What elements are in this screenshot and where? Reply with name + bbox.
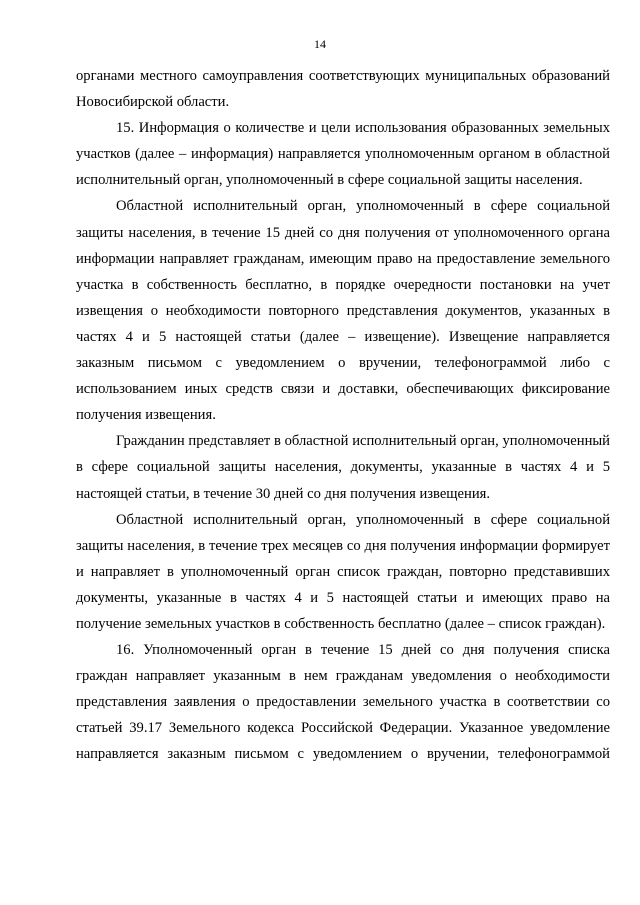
paragraph-citizen-documents: Гражданин представляет в областной исполнительный орган, уполномоченный в сфере социальной защиты населения, документы, указанные в частях 4 и 5 настоящей статьи, в течение 30 дней со дня получения извещения. [76,433,610,502]
document-body [76,63,610,768]
paragraph-continuation: органами местного самоуправления соответствующих муниципальных образований Новосибирской области. [76,68,610,111]
paragraph-item-15: 15. Информация о количестве и цели использования образованных земельных участков (далее – информация) направляется уполномоченным органом в областной исполнительный орган, уполномоченный в сфере социальной защиты населения. [76,120,610,189]
paragraph-citizen-list: Областной исполнительный орган, уполномоченный в сфере социальной защиты населения, в течение трех месяцев со дня получения информации формирует и направляет в уполномоченный орган список граждан, повторно представивших документы, указанные в частях 4 и 5 настоящей статьи и имеющих право на получение земельных участков в собственность бесплатно (далее – список граждан). [76,511,610,632]
page-number: 14 [314,37,326,51]
paragraph-item-16: 16. Уполномоченный орган в течение 15 дней со дня получения списка граждан направляет указанным в нем гражданам уведомления о необходимости представления заявления о предоставлении земельного участка в соответствии со статьей 39.17 Земельного кодекса Российской Федерации. Указанное уведомление направляется заказным письмом с уведомлением о вручении, телефонограммой [76,642,610,763]
paragraph-notice-sending: Областной исполнительный орган, уполномоченный в сфере социальной защиты населения, в течение 15 дней со дня получения от уполномоченного органа информации направляет гражданам, имеющим право на предоставление земельного участка в собственность бесплатно, в порядке очередности постановки на учет извещения о необходимости повторного представления документов, указанных в частях 4 и 5 настоящей статьи (далее – извещение). Извещение направляется заказным письмом с уведомлением о вручении, телефонограммой либо с использованием иных средств связи и доставки, обеспечивающих фиксирование получения извещения. [76,198,610,424]
